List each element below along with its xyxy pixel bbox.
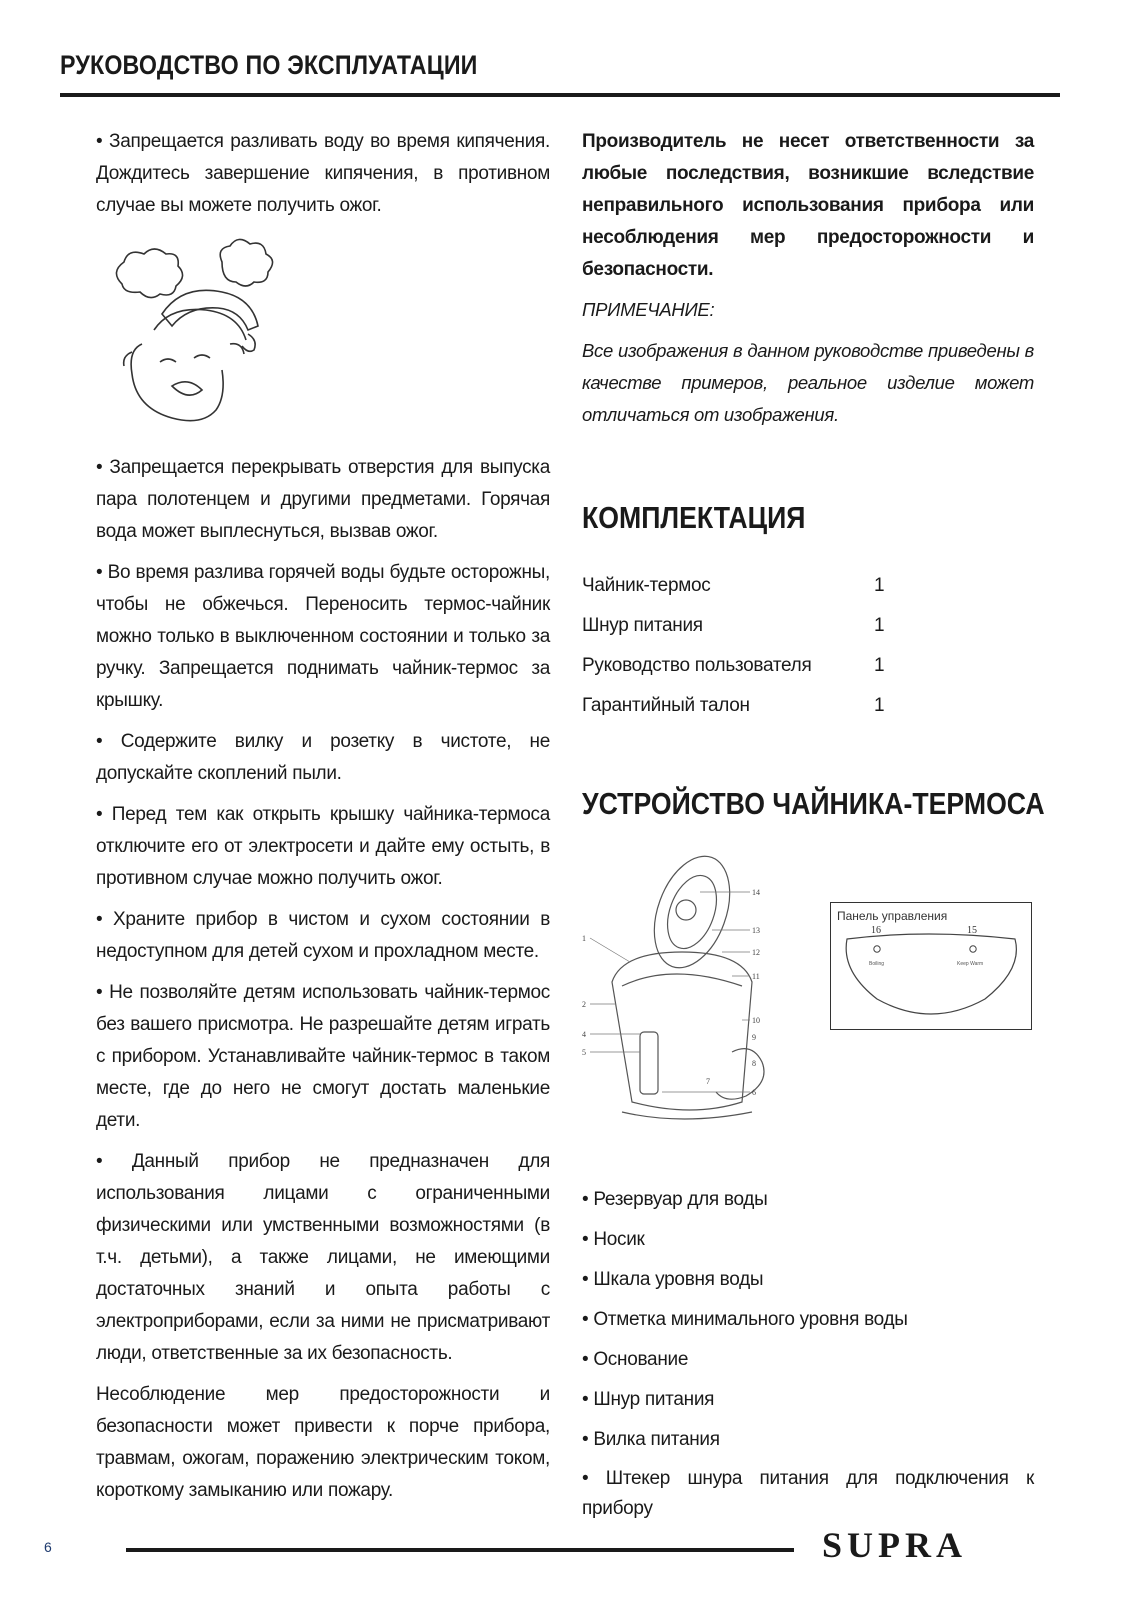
warning-paragraph-4: • Содержите вилку и розетку в чистоте, не допускайте скоплений пыли. xyxy=(96,731,550,784)
panel-label-16: 16 xyxy=(871,925,881,936)
parts-list xyxy=(582,1180,1034,1524)
kit-item-name: Гарантийный талон xyxy=(582,695,750,716)
footer-divider xyxy=(126,1548,794,1552)
part-item: • Штекер шнура питания для подключения к прибору xyxy=(582,1468,1034,1519)
part-item: • Вилка питания xyxy=(582,1429,720,1450)
page-number: 6 xyxy=(44,1539,52,1555)
kit-row xyxy=(582,686,1034,726)
kit-item-qty: 1 xyxy=(874,655,885,676)
callout-9: 9 xyxy=(752,1033,756,1042)
control-panel-title: Панель управления xyxy=(837,909,948,923)
callout-13: 13 xyxy=(752,926,760,935)
device-diagram-area xyxy=(582,842,1034,1142)
note-text: Все изображения в данном руководстве приведены в качестве примеров, реальное изделие может отличаться от изображения. xyxy=(582,340,1034,425)
warning-paragraph-8: • Данный прибор не предназначен для использования лицами с ограниченными физическими или умственными возможностями (в т.ч. детьми), а также лицами, не имеющими достаточных знаний и опыта работы с электроприборами, если за ними не присматривают люди, ответственные за их безопасность. xyxy=(96,1151,550,1364)
device-section-title: УСТРОЙСТВО ЧАЙНИКА-ТЕРМОСА xyxy=(582,786,1045,821)
thermopot-diagram xyxy=(582,842,802,1132)
callout-11: 11 xyxy=(752,972,760,981)
disclaimer-paragraph: Производитель не несет ответственности за любые последствия, возникшие вследствие неправильного использования прибора или несоблюдения мер предосторожности и безопасности. xyxy=(582,131,1034,280)
warning-paragraph-1: • Запрещается разливать воду во время кипячения. Дождитесь завершение кипячения, в противном случае вы можете получить ожог. xyxy=(96,131,550,216)
kit-item-name: Руководство пользователя xyxy=(582,655,812,676)
kit-item-qty: 1 xyxy=(874,575,885,596)
warning-paragraph-2: • Запрещается перекрывать отверстия для выпуска пара полотенцем и другими предметами. Горячая вода может выплеснуться, вызвав ожог. xyxy=(96,457,550,542)
part-item: • Отметка минимального уровня воды xyxy=(582,1309,908,1330)
callout-12: 12 xyxy=(752,948,760,957)
warning-paragraph-3: • Во время разлива горячей воды будьте осторожны, чтобы не обжечься. Переносить термос-чайник можно только в выключенном состоянии и только за ручку. Запрещается поднимать чайник-термос за крышку. xyxy=(96,562,550,711)
kit-item-name: Шнур питания xyxy=(582,615,703,636)
kit-list xyxy=(582,566,1034,726)
brand-logo: SUPRA xyxy=(822,1525,968,1565)
part-item: • Основание xyxy=(582,1349,689,1370)
panel-boiling-label: Boiling xyxy=(869,961,885,967)
part-item: • Носик xyxy=(582,1229,645,1250)
header-divider xyxy=(60,93,1060,97)
kit-row xyxy=(582,566,1034,606)
callout-8: 8 xyxy=(752,1059,756,1068)
control-panel-figure xyxy=(830,902,1032,1030)
warning-paragraph-5: • Перед тем как открыть крышку чайника-термоса отключите его от электросети и дайте ему остыть, в противном случае можно получить ожог. xyxy=(96,804,550,889)
warning-paragraph-7: • Не позволяйте детям использовать чайник-термос без вашего присмотра. Не разрешайте детям играть с прибором. Устанавливайте чайник-термос в таком месте, где до него не смогут достать маленькие дети. xyxy=(96,982,550,1131)
callout-14: 14 xyxy=(752,888,760,897)
callout-5: 5 xyxy=(582,1048,586,1057)
note-label: ПРИМЕЧАНИЕ: xyxy=(582,299,715,320)
page-header-title: РУКОВОДСТВО ПО ЭКСПЛУАТАЦИИ xyxy=(60,50,478,80)
steam-burn-illustration xyxy=(102,234,292,434)
callout-2: 2 xyxy=(582,1000,586,1009)
kit-section-title: КОМПЛЕКТАЦИЯ xyxy=(582,500,806,535)
callout-6: 6 xyxy=(752,1088,756,1097)
part-item: • Шкала уровня воды xyxy=(582,1269,764,1290)
kit-row xyxy=(582,606,1034,646)
kit-row xyxy=(582,646,1034,686)
kit-item-qty: 1 xyxy=(874,615,885,636)
part-item: • Резервуар для воды xyxy=(582,1189,768,1210)
kit-item-qty: 1 xyxy=(874,695,885,716)
panel-keepwarm-label: Keep Warm xyxy=(957,961,984,967)
kit-item-name: Чайник-термос xyxy=(582,575,711,596)
warning-paragraph-9: Несоблюдение мер предосторожности и безопасности может привести к порче прибора, травмам, ожогам, поражению электрическим током, короткому замыканию или пожару. xyxy=(96,1384,550,1501)
callout-10: 10 xyxy=(752,1016,760,1025)
panel-label-15: 15 xyxy=(967,925,977,936)
callout-1: 1 xyxy=(582,934,586,943)
callout-4: 4 xyxy=(582,1030,586,1039)
left-column xyxy=(96,126,550,1516)
part-item: • Шнур питания xyxy=(582,1389,715,1410)
callout-7: 7 xyxy=(706,1077,710,1086)
right-column xyxy=(582,126,1045,1524)
warning-paragraph-6: • Храните прибор в чистом и сухом состоянии в недоступном для детей сухом и прохладном месте. xyxy=(96,909,550,962)
